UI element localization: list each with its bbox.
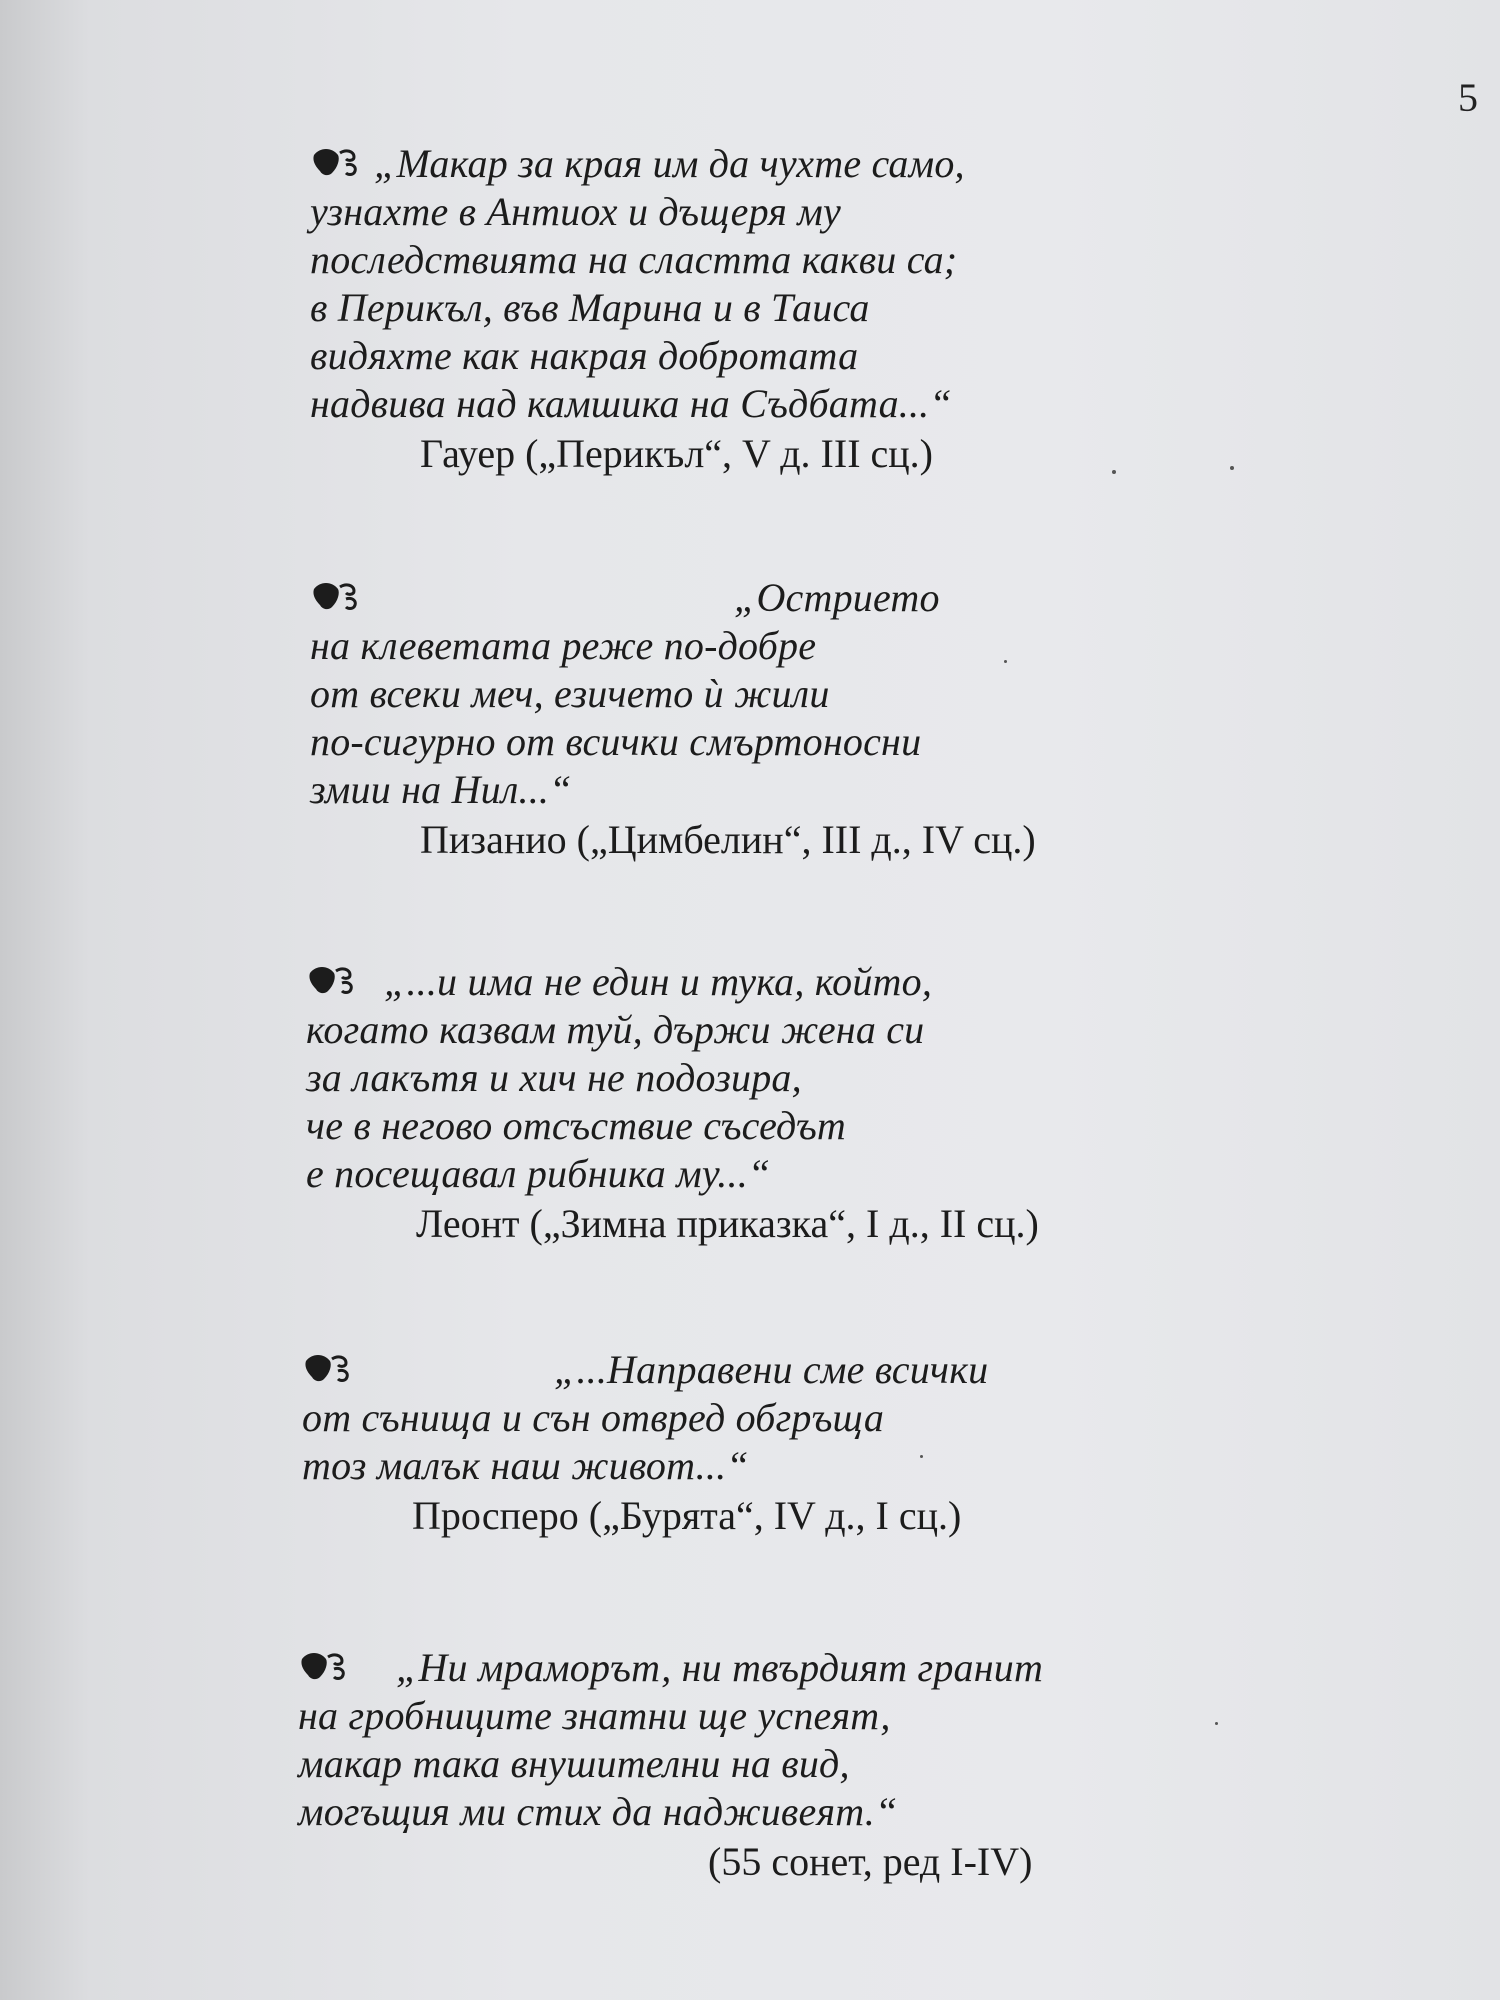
quote-line: видяхте как накрая добротата <box>310 333 859 378</box>
quote-line: макар така внушителни на вид, <box>298 1741 850 1786</box>
quote-line <box>298 1644 1298 1692</box>
quote-line: по-сигурно от всички смъртоносни <box>310 719 922 764</box>
quote-line: е посещавал рибника му...“ <box>306 1151 771 1196</box>
quote-line <box>306 958 1306 1006</box>
quote-block-winters-tale <box>306 958 1306 1248</box>
page-number: 5 <box>1458 75 1478 120</box>
quote-block-pericles <box>310 140 1310 478</box>
quote-text: „Макар за края им да чухте само, <box>374 141 965 186</box>
quote-attribution: Леонт („Зимна приказка“, I д., II сц.) <box>416 1201 1039 1246</box>
print-speck <box>1004 660 1007 663</box>
quote-text: „...Направени сме всички <box>554 1347 989 1392</box>
quote-line: за лакътя и хич не подозира, <box>306 1055 802 1100</box>
quote-line: когато казвам туй, държи жена си <box>306 1007 925 1052</box>
quote-attribution: Просперо („Бурята“, IV д., I сц.) <box>412 1493 962 1538</box>
fleuron-icon <box>310 579 364 613</box>
print-speck <box>920 1455 923 1458</box>
fleuron-icon <box>306 963 360 997</box>
quote-line <box>302 1346 1302 1394</box>
quote-line: последствията на сластта какви са; <box>310 237 958 282</box>
quote-attribution: (55 сонет, ред I-IV) <box>708 1839 1033 1884</box>
quote-line <box>310 574 1310 622</box>
quote-line: узнахте в Антиох и дъщеря му <box>310 189 841 234</box>
print-speck <box>1112 470 1116 474</box>
quote-text: „Ни мраморът, ни твърдият гранит <box>396 1645 1044 1690</box>
quote-block-sonnet-55 <box>298 1644 1298 1886</box>
quote-line: от всеки меч, езичето ѝ жили <box>310 671 830 716</box>
print-speck <box>1230 466 1234 470</box>
quote-text: „Острието <box>734 575 940 620</box>
quote-block-cymbeline <box>310 574 1310 864</box>
quote-line: на клеветата реже по-добре <box>310 623 817 668</box>
print-speck <box>1215 1722 1218 1725</box>
quote-line: че в негово отсъствие съседът <box>306 1103 846 1148</box>
quote-line: в Перикъл, във Марина и в Таиса <box>310 285 870 330</box>
fleuron-icon <box>302 1351 356 1385</box>
quote-text: „...и има не един и тука, който, <box>384 959 933 1004</box>
fleuron-icon <box>298 1649 352 1683</box>
quote-attribution: Пизанио („Цимбелин“, III д., IV сц.) <box>420 817 1036 862</box>
fleuron-icon <box>310 145 364 179</box>
quote-line: на гробниците знатни ще успеят, <box>298 1693 891 1738</box>
quote-line: от сънища и сън отвред обгръща <box>302 1395 885 1440</box>
quote-line: тоз малък наш живот...“ <box>302 1443 749 1488</box>
quote-attribution: Гауер („Перикъл“, V д. III сц.) <box>420 431 933 476</box>
quote-line: змии на Нил...“ <box>310 767 572 812</box>
quote-line: могъщия ми стих да надживеят.“ <box>298 1789 898 1834</box>
quote-line <box>310 140 1310 188</box>
quote-line: надвива над камшика на Съдбата...“ <box>310 381 952 426</box>
quote-block-tempest <box>302 1346 1302 1540</box>
